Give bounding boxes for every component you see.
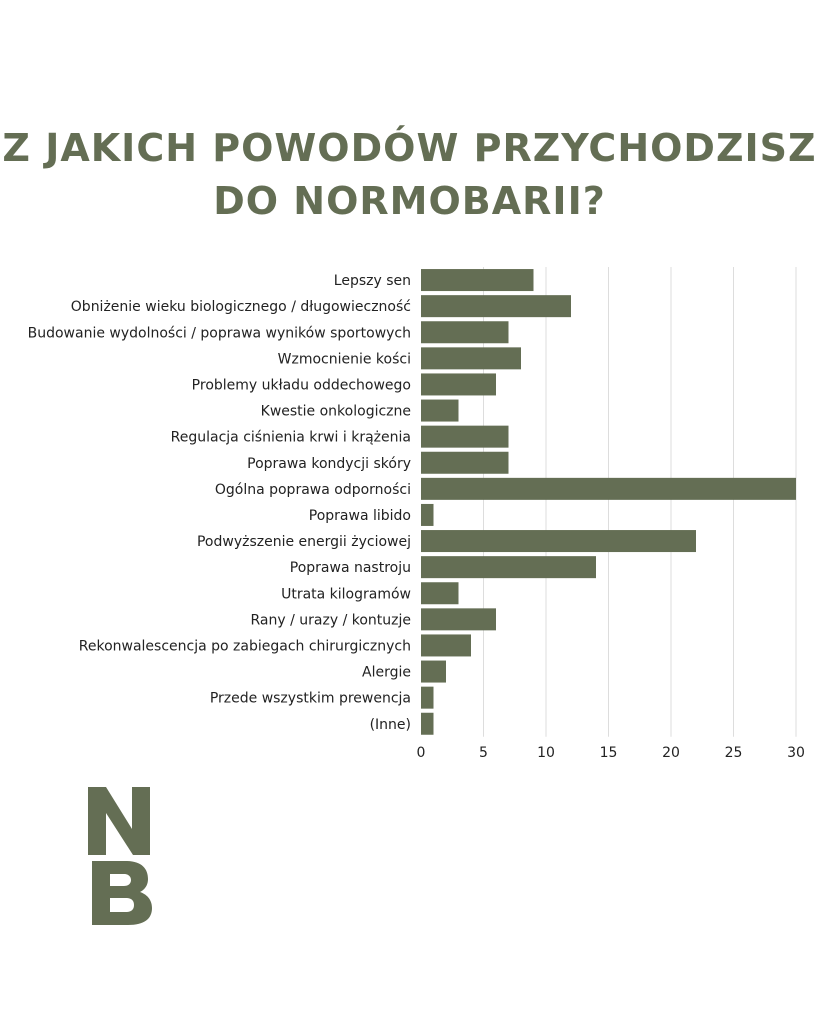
- category-label: Lepszy sen: [333, 273, 411, 290]
- bar: [421, 295, 571, 317]
- nb-logo: [86, 785, 154, 927]
- bar: [421, 269, 534, 291]
- bar: [421, 608, 496, 630]
- bar: [421, 556, 596, 578]
- x-tick-label: 10: [537, 744, 555, 761]
- bar: [421, 452, 509, 474]
- category-label: Regulacja ciśnienia krwi i krążenia: [170, 429, 411, 446]
- category-label: Poprawa libido: [308, 507, 411, 524]
- bar: [421, 530, 696, 552]
- bar: [421, 347, 521, 369]
- bar: [421, 634, 471, 656]
- category-label: Poprawa nastroju: [289, 560, 411, 577]
- bar: [421, 400, 459, 422]
- category-labels: [28, 273, 411, 733]
- category-label: Budowanie wydolności / poprawa wyników sportowych: [27, 325, 411, 342]
- logo-letter-n: [88, 787, 150, 855]
- bar: [421, 373, 496, 395]
- category-label: Utrata kilogramów: [281, 586, 411, 603]
- category-label: Rany / urazy / kontuzje: [250, 612, 411, 629]
- category-label: Podwyższenie energii życiowej: [196, 534, 411, 551]
- x-tick-label: 15: [599, 744, 618, 761]
- x-tick-label: 0: [416, 744, 426, 761]
- category-label: Przede wszystkim prewencja: [209, 690, 411, 707]
- category-label: Ogólna poprawa odporności: [214, 481, 411, 498]
- category-label: Problemy układu oddechowego: [191, 377, 411, 394]
- gridlines: [484, 267, 797, 737]
- category-label: Alergie: [362, 664, 411, 681]
- category-label: Poprawa kondycji skóry: [247, 455, 411, 472]
- category-label: Obniżenie wieku biologicznego / długowieczność: [70, 299, 411, 316]
- bar: [421, 661, 446, 683]
- bar: [421, 426, 509, 448]
- bar: [421, 687, 434, 709]
- x-tick-label: 20: [662, 744, 680, 761]
- bar: [421, 713, 434, 735]
- category-label: Rekonwalescencja po zabiegach chirurgicznych: [78, 638, 411, 655]
- bar: [421, 478, 796, 500]
- bar: [421, 321, 509, 343]
- x-tick-label: 30: [787, 744, 805, 761]
- bar: [421, 582, 459, 604]
- logo-letter-b: [92, 861, 152, 925]
- x-tick-label: 25: [724, 744, 743, 761]
- bar: [421, 504, 434, 526]
- category-label: Kwestie onkologiczne: [260, 403, 411, 420]
- x-axis-ticks: [417, 745, 805, 761]
- chart-title-line-1: Z JAKICH POWODÓW PRZYCHODZISZ: [2, 126, 817, 170]
- category-label: Wzmocnienie kości: [277, 351, 411, 368]
- x-tick-label: 5: [479, 744, 488, 761]
- category-label: (Inne): [369, 716, 411, 733]
- chart-title-line-2: DO NORMOBARII?: [213, 179, 606, 223]
